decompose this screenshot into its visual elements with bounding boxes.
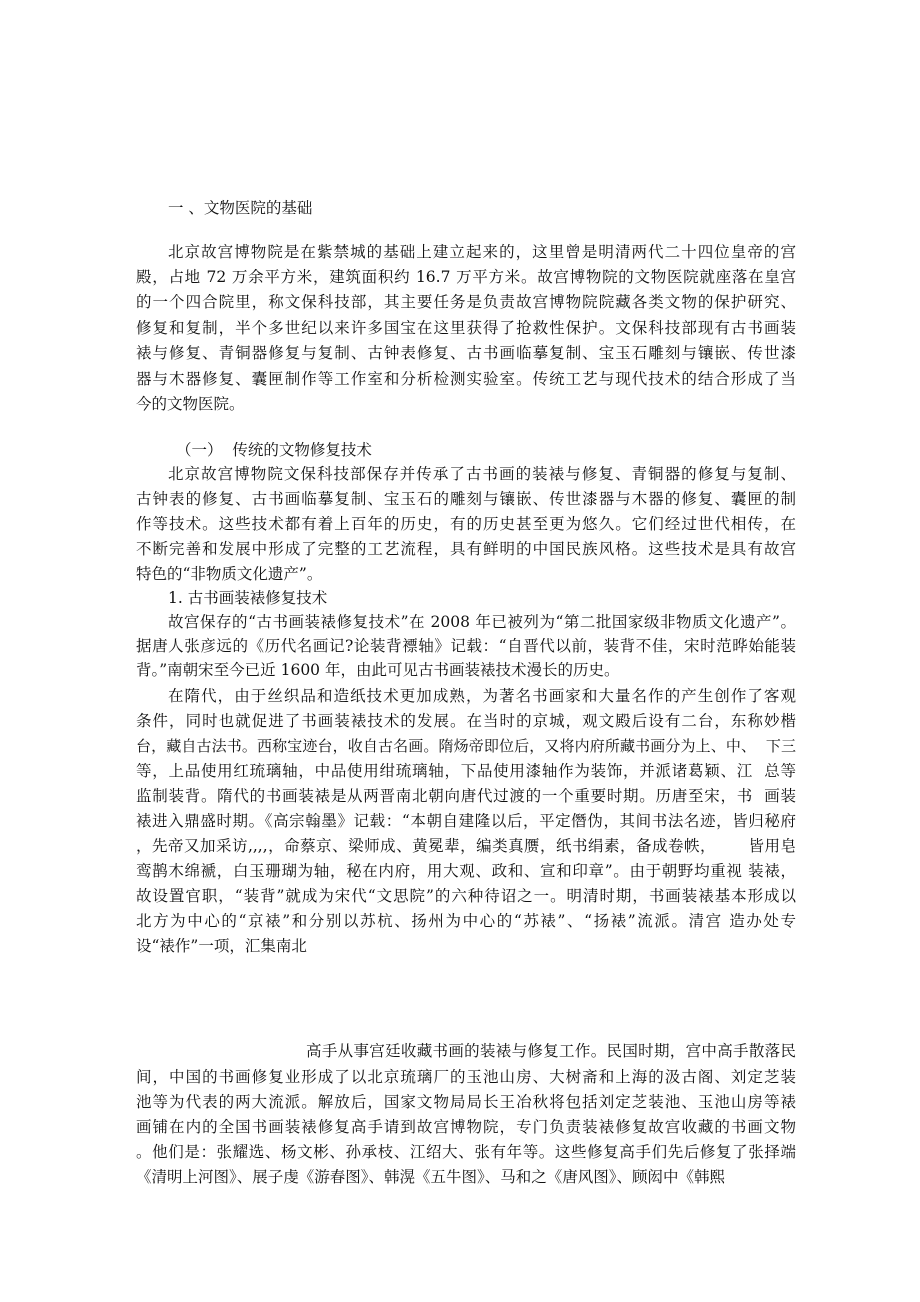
history-line: ，先帝又加采访,,,,，命蔡京、梁师成、黄冕辈，编类真赝，纸书绢素，备成卷帙， 皆用皂 xyxy=(136,837,796,855)
history-line: 故设置官职，“装背”就成为宋代“文思院”的六种待诏之一。明清时期，书画装裱基本形成以 xyxy=(136,887,796,905)
subheading-traditional: （一） 传统的文物修复技术 xyxy=(176,441,372,459)
intro-line: 今的文物医院。 xyxy=(136,395,245,413)
section-heading: 一 、文物医院的基础 xyxy=(168,199,313,217)
history-line: 北方为中心的“京裱”和分别以苏杭、扬州为中心的“苏裱”、“扬裱”流派。清宫 造办处专 xyxy=(136,912,796,930)
item-line: 据唐人张彦远的《历代名画记?论装背褾轴》记载：“自晋代以前，装背不佳，宋时范晔始能装 xyxy=(136,637,796,655)
item-line: 背。”南朝宋至今已近 1600 年，由此可见古书画装裱技术漫长的历史。 xyxy=(136,661,620,679)
continued-line: 高手从事宫廷收藏书画的装裱与修复工作。民国时期，宫中高手散落民 xyxy=(306,1042,796,1060)
history-line: 在隋代，由于丝织品和造纸技术更加成熟，为著名书画家和大量名作的产生创作了客观 xyxy=(168,687,796,705)
continued-line: 画铺在内的全国书画装裱修复高手请到故宫博物院，专门负责装裱修复故宫收藏的书画文物 xyxy=(136,1118,796,1136)
continued-line: 间，中国的书画修复业形成了以北京琉璃厂的玉池山房、大树斋和上海的汲古阁、刘定芝装 xyxy=(136,1068,796,1086)
continued-line: 。他们是：张耀选、杨文彬、孙承枝、江绍大、张有年等。这些修复高手们先后修复了张择端 xyxy=(136,1143,796,1161)
intro-line: 北京故宫博物院是在紫禁城的基础上建立起来的，这里曾是明清两代二十四位皇帝的宫 xyxy=(168,243,796,261)
intro-line: 器与木器修复、囊匣制作等工作室和分析检测实验室。传统工艺与现代技术的结合形成了当 xyxy=(136,370,796,388)
history-line: 等，上品使用红琉璃轴，中品使用绀琉璃轴，下品使用漆轴作为装饰，并派诸葛颖、江 总等 xyxy=(136,762,796,780)
traditional-line: 特色的“非物质文化遗产”。 xyxy=(136,565,323,583)
history-line: 台，藏自古法书。西称宝迹台，收自古名画。隋炀帝即位后，又将内府所藏书画分为上、中、 下三 xyxy=(136,737,796,755)
continued-line: 《清明上河图》、展子虔《游春图》、韩滉《五牛图》、马和之《唐风图》、顾闳中《韩熙 xyxy=(136,1168,726,1186)
history-line: 设“裱作”一项，汇集南北 xyxy=(136,937,307,955)
traditional-line: 北京故宫博物院文保科技部保存并传承了古书画的装裱与修复、青铜器的修复与复制、 xyxy=(168,465,796,483)
traditional-line: 作等技术。这些技术都有着上百年的历史，有的历史甚至更为悠久。它们经过世代相传，在 xyxy=(136,515,796,533)
intro-line: 殿，占地 72 万余平方米，建筑面积约 16.7 万平方米。故宫博物院的文物医院就座落在皇宫 xyxy=(136,268,796,286)
history-line: 监制装背。隋代的书画装裱是从两晋南北朝向唐代过渡的一个重要时期。历唐至宋，书 画装 xyxy=(136,787,796,805)
history-line: 裱进入鼎盛时期。《高宗翰墨》记载：“本朝自建隆以后，平定僭伪，其间书法名迹，皆归秘府 xyxy=(136,812,796,830)
history-line: 条件，同时也就促进了书画装裱技术的发展。在当时的京城，观文殿后设有二台，东称妙楷 xyxy=(136,712,796,730)
item-heading: 1. 古书画装裱修复技术 xyxy=(168,589,328,607)
intro-line: 修复和复制，半个多世纪以来许多国宝在这里获得了抢救性保护。文保科技部现有古书画装 xyxy=(136,319,796,337)
continued-line: 池等为代表的两大流派。解放后，国家文物局局长王冶秋将包括刘定芝装池、玉池山房等裱 xyxy=(136,1093,796,1111)
intro-line: 的一个四合院里，称文保科技部，其主要任务是负责故宫博物院院藏各类文物的保护研究、 xyxy=(136,293,796,311)
history-line: 鸾鹊木绵褫，白玉珊瑚为轴，秘在内府，用大观、政和、宣和印章”。由于朝野均重视 装裱， xyxy=(136,862,796,880)
traditional-line: 不断完善和发展中形成了完整的工艺流程，具有鲜明的中国民族风格。这些技术是具有故宫 xyxy=(136,540,796,558)
intro-line: 裱与修复、青铜器修复与复制、古钟表修复、古书画临摹复制、宝玉石雕刻与镶嵌、传世漆 xyxy=(136,344,796,362)
traditional-line: 古钟表的修复、古书画临摹复制、宝玉石的雕刻与镶嵌、传世漆器与木器的修复、囊匣的制 xyxy=(136,490,796,508)
item-line: 故宫保存的“古书画装裱修复技术”在 2008 年已被列为“第二批国家级非物质文化遗产”。 xyxy=(168,613,796,631)
